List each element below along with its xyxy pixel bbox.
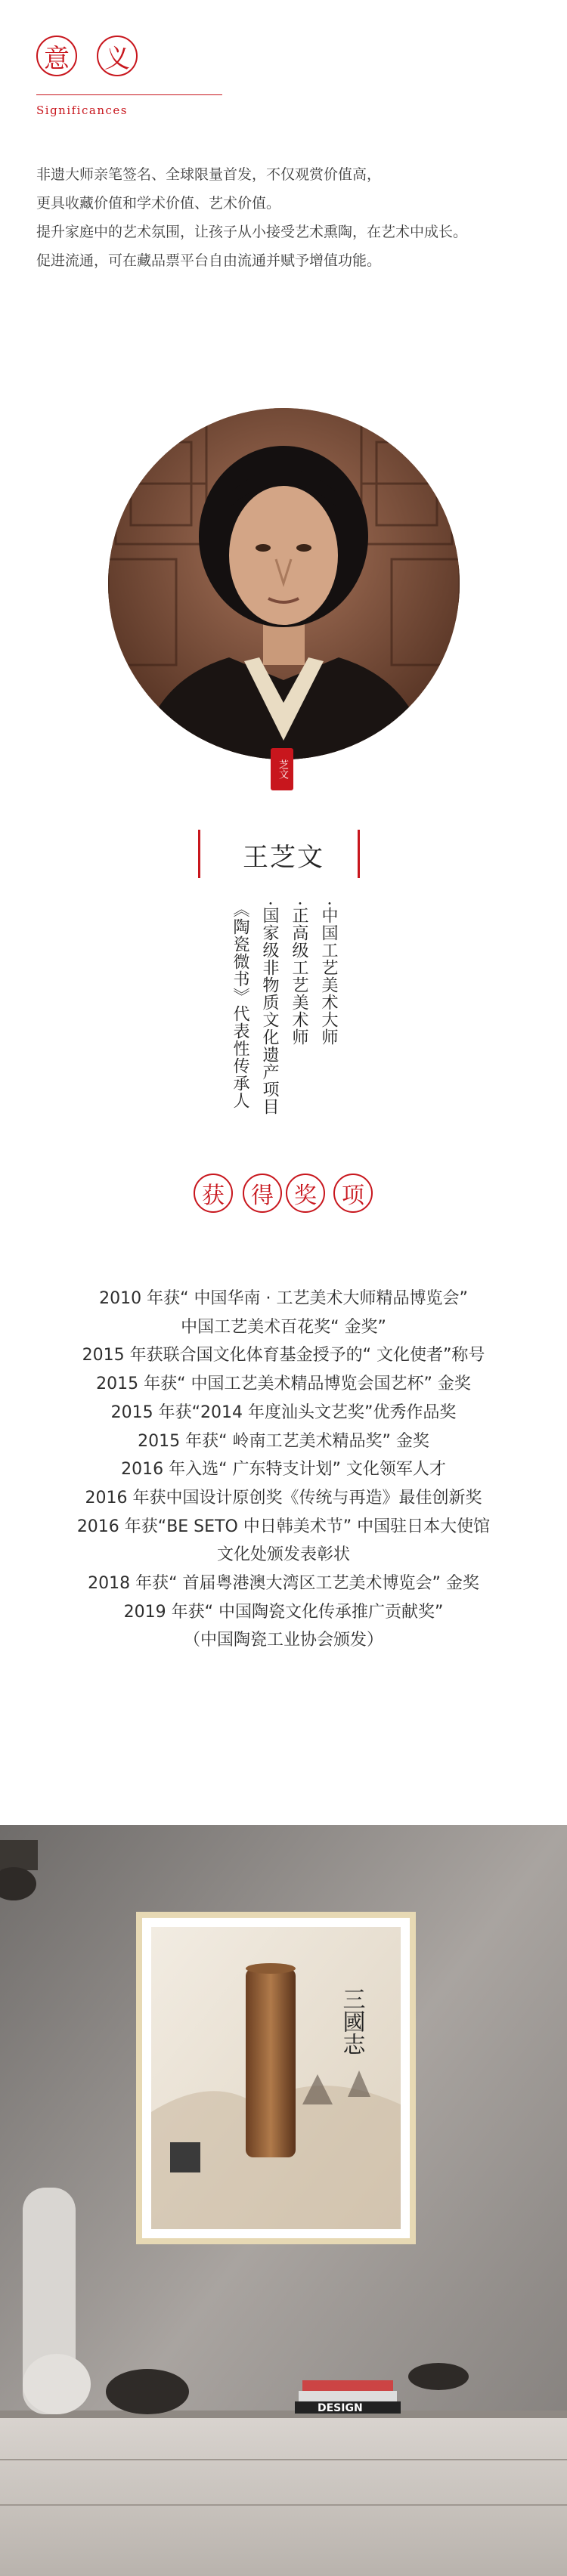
- artist-seal: [271, 748, 293, 790]
- award-item: 中国工艺美术百花奖“ 金奖”: [181, 1317, 386, 1337]
- artist-title: ·正高级工艺美术师: [290, 901, 308, 1046]
- seal-text: 芝文: [277, 759, 288, 779]
- section-subtitle: Significances: [36, 104, 128, 117]
- paragraph-line: 提升家庭中的艺术氛围，让孩子从小接受艺术熏陶，在艺术中成长。: [36, 224, 468, 240]
- award-item: 2019 年获“ 中国陶瓷文化传承推广贡献奖”: [123, 1602, 444, 1622]
- award-item: （中国陶瓷工业协会颁发）: [183, 1631, 383, 1650]
- artist-title: ·中国工艺美术大师: [319, 901, 338, 1046]
- significance-char-1: 意: [36, 36, 77, 76]
- artwork-calligraphy: 三國志: [338, 1987, 365, 2055]
- artist-portrait: [108, 408, 460, 759]
- awards-heading-char: 获: [194, 1174, 233, 1213]
- award-item: 2016 年获“BE SETO 中日韩美术节” 中国驻日本大使馆: [76, 1517, 491, 1536]
- award-item: 2015 年获“2014 年度汕头文艺奖”优秀作品奖: [110, 1402, 457, 1422]
- artwork-room-photo: [0, 1825, 567, 2576]
- paragraph-line: 促进流通，可在藏品票平台自由流通并赋予增值功能。: [36, 252, 382, 269]
- paragraph-line: 非遗大师亲笔签名、全球限量首发，不仅观赏价值高，: [36, 166, 382, 183]
- divider: [36, 94, 222, 95]
- award-item: 文化处颁发表彰状: [216, 1545, 350, 1565]
- award-item: 2016 年获中国设计原创奖《传统与再造》最佳创新奖: [85, 1488, 482, 1508]
- awards-heading-char: 奖: [286, 1174, 325, 1213]
- award-item: 2010 年获“ 中国华南 · 工艺美术大师精品博览会”: [99, 1289, 468, 1308]
- award-item: 2018 年获“ 首届粤港澳大湾区工艺美术博览会” 金奖: [88, 1574, 479, 1594]
- significance-paragraph: [36, 160, 550, 275]
- awards-list: [0, 1285, 567, 1655]
- award-item: 2015 年获“ 岭南工艺美术精品奖” 金奖: [138, 1431, 429, 1451]
- award-item: 2016 年入选“ 广东特支计划” 文化领军人才: [121, 1460, 446, 1480]
- artist-title: ·国家级非物质文化遗产项目: [260, 901, 279, 1115]
- significance-char-2: 义: [97, 36, 138, 76]
- award-item: 2015 年获联合国文化体育基金授予的“ 文化使者”称号: [82, 1346, 485, 1365]
- awards-heading-char: 项: [333, 1174, 373, 1213]
- artist-title: 《陶瓷微书》代表性传承人: [231, 901, 249, 1109]
- paragraph-line: 更具收藏价值和学术价值、艺术价值。: [36, 195, 281, 212]
- awards-heading-char: 得: [243, 1174, 282, 1213]
- award-item: 2015 年获“ 中国工艺美术精品博览会国艺杯” 金奖: [96, 1375, 471, 1394]
- book-title: DESIGN: [318, 2402, 363, 2414]
- artist-name: 王芝文: [243, 843, 324, 873]
